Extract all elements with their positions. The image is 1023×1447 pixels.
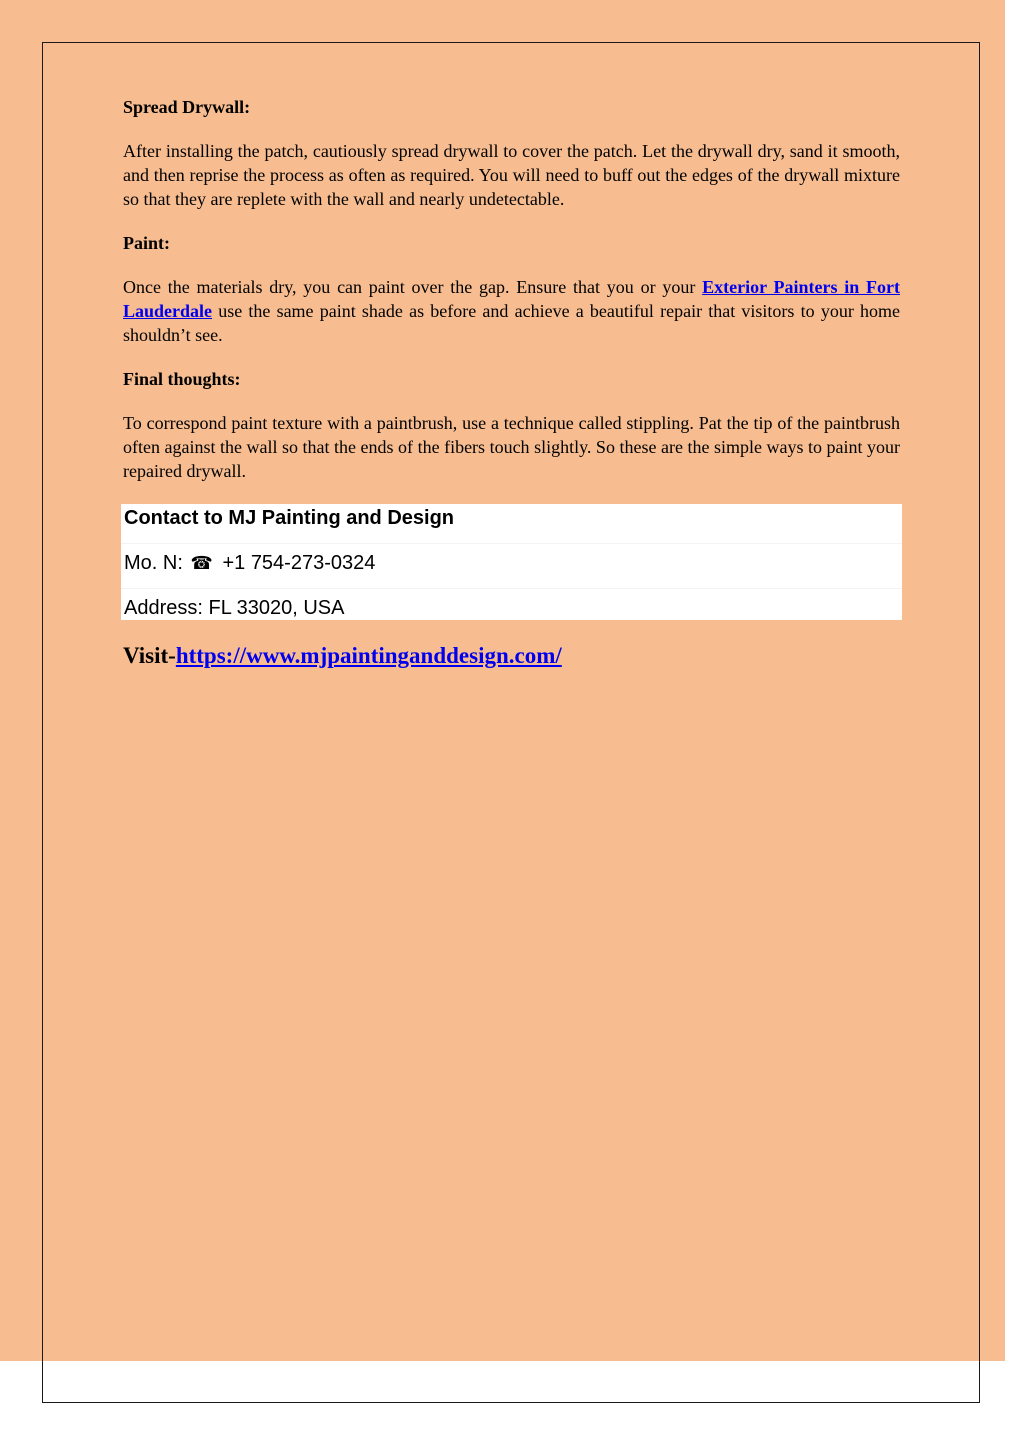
section-text-spread-drywall: After installing the patch, cautiously spread drywall to cover the patch. Let the drywall dry, sand it smooth, and then reprise the process as often as required. You will need to buff out the edges of the drywall mixture so that they are replete with the wall and nearly undetectable. [123, 141, 900, 209]
website-link[interactable]: https://www.mjpaintinganddesign.com/ [175, 643, 562, 668]
contact-phone-row [121, 544, 902, 589]
contact-title-row [121, 504, 902, 544]
contact-address-row [121, 589, 902, 634]
visit-line [123, 642, 562, 670]
exterior-painters-link[interactable]: Exterior Painters in Fort Lauderdale [123, 277, 900, 321]
phone-label: Mo. N: [124, 552, 183, 574]
document-body [123, 95, 900, 503]
section-heading-final-thoughts: Final thoughts: [123, 369, 241, 389]
contact-title: Contact to MJ Painting and Design [124, 507, 455, 529]
contact-table [121, 504, 902, 620]
address-text: Address: FL 33020, USA [124, 597, 345, 619]
telephone-icon: ☎ [190, 553, 213, 574]
visit-label: Visit- [123, 643, 176, 668]
paint-text-after: use the same paint shade as before and achieve a beautiful repair that visitors to your home shouldn’t see. [123, 301, 900, 345]
section-text-final-thoughts: To correspond paint texture with a paintbrush, use a technique called stippling. Pat the tip of the paintbrush often against the wall so that the ends of the fibers touch slightly. So these are the simple ways to paint your repaired drywall. [123, 413, 900, 481]
section-text-paint [123, 275, 900, 347]
section-heading-spread-drywall: Spread Drywall: [123, 97, 251, 117]
paint-text-before: Once the materials dry, you can paint over the gap. Ensure that you or your [123, 277, 703, 297]
phone-number: +1 754-273-0324 [222, 552, 376, 574]
section-heading-paint: Paint: [123, 233, 170, 253]
